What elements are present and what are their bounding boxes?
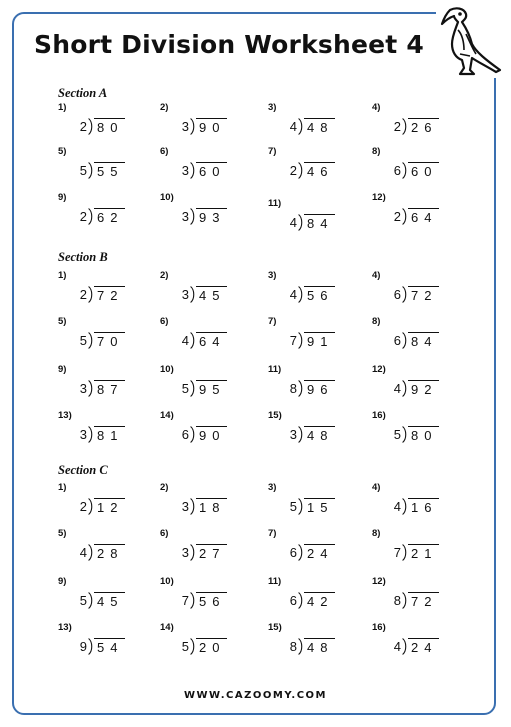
problem-number: 11) [268, 576, 282, 587]
division-problem [372, 528, 444, 568]
problem-number: 7) [268, 146, 277, 157]
division-bracket [402, 118, 407, 135]
division-bracket [190, 592, 195, 609]
division-problem [268, 622, 340, 662]
division-expression [288, 590, 335, 610]
problem-number: 5) [58, 316, 67, 327]
problem-number: 9) [58, 192, 67, 203]
dividend: 28 [94, 544, 125, 561]
division-expression [78, 424, 125, 444]
division-bracket [298, 498, 303, 515]
dividend: 24 [408, 638, 439, 655]
division-expression [78, 542, 125, 562]
divisor: 3 [181, 118, 189, 134]
division-expression [78, 496, 125, 516]
division-problem [160, 146, 232, 186]
dividend: 90 [196, 426, 227, 443]
division-problem [160, 576, 232, 616]
division-bracket [298, 162, 303, 179]
division-expression [180, 496, 227, 516]
divisor: 3 [181, 162, 189, 178]
divisor: 4 [393, 638, 401, 654]
division-expression [288, 424, 335, 444]
division-bracket [298, 638, 303, 655]
problem-number: 5) [58, 146, 67, 157]
division-problem [268, 270, 340, 310]
division-bracket [298, 544, 303, 561]
dividend: 80 [94, 118, 125, 135]
division-problem [268, 364, 340, 404]
division-expression [180, 330, 227, 350]
division-problem [160, 316, 232, 356]
problem-number: 4) [372, 270, 381, 281]
divisor: 5 [289, 498, 297, 514]
divisor: 8 [289, 380, 297, 396]
divisor: 3 [79, 426, 87, 442]
division-expression [78, 160, 125, 180]
section-title: Section B [58, 250, 108, 264]
problem-number: 7) [268, 316, 277, 327]
division-problem [268, 198, 340, 238]
division-expression [392, 160, 439, 180]
problem-number: 10) [160, 576, 174, 587]
dividend: 70 [94, 332, 125, 349]
dividend: 55 [94, 162, 125, 179]
division-problem [58, 482, 130, 522]
divisor: 5 [181, 380, 189, 396]
problem-number: 16) [372, 410, 386, 421]
division-expression [180, 284, 227, 304]
dividend: 20 [196, 638, 227, 655]
divisor: 2 [393, 208, 401, 224]
problem-number: 5) [58, 528, 67, 539]
division-problem [58, 528, 130, 568]
dividend: 45 [94, 592, 125, 609]
divisor: 2 [79, 208, 87, 224]
dividend: 84 [304, 214, 335, 231]
division-problem [372, 270, 444, 310]
division-expression [392, 590, 439, 610]
division-problem [160, 270, 232, 310]
divisor: 7 [289, 332, 297, 348]
division-expression [392, 116, 439, 136]
problem-number: 8) [372, 316, 381, 327]
division-bracket [298, 592, 303, 609]
division-bracket [298, 118, 303, 135]
dividend: 96 [304, 380, 335, 397]
problem-number: 3) [268, 270, 277, 281]
divisor: 3 [181, 498, 189, 514]
division-problem [58, 102, 130, 142]
division-expression [180, 160, 227, 180]
division-expression [288, 636, 335, 656]
division-problem [160, 528, 232, 568]
dividend: 56 [304, 286, 335, 303]
division-problem [58, 410, 130, 450]
division-problem [58, 316, 130, 356]
division-problem [268, 576, 340, 616]
division-expression [180, 424, 227, 444]
problem-number: 2) [160, 102, 169, 113]
problem-number: 3) [268, 102, 277, 113]
dividend: 81 [94, 426, 125, 443]
dividend: 90 [196, 118, 227, 135]
dividend: 56 [196, 592, 227, 609]
division-expression [180, 542, 227, 562]
problem-number: 11) [268, 198, 282, 209]
problem-number: 6) [160, 528, 169, 539]
division-expression [392, 330, 439, 350]
division-bracket [88, 638, 93, 655]
division-expression [288, 284, 335, 304]
division-expression [392, 378, 439, 398]
division-expression [288, 496, 335, 516]
section-title: Section A [58, 86, 108, 100]
dividend: 48 [304, 118, 335, 135]
dividend: 80 [408, 426, 439, 443]
divisor: 6 [289, 544, 297, 560]
problem-number: 6) [160, 146, 169, 157]
division-problem [58, 146, 130, 186]
problem-number: 16) [372, 622, 386, 633]
division-problem [372, 482, 444, 522]
divisor: 5 [181, 638, 189, 654]
division-bracket [88, 208, 93, 225]
division-expression [288, 378, 335, 398]
division-problem [160, 482, 232, 522]
division-bracket [88, 332, 93, 349]
division-problem [268, 410, 340, 450]
division-expression [180, 590, 227, 610]
division-expression [392, 206, 439, 226]
problem-number: 11) [268, 364, 282, 375]
problem-number: 10) [160, 364, 174, 375]
dividend: 60 [196, 162, 227, 179]
division-bracket [402, 498, 407, 515]
divisor: 4 [79, 544, 87, 560]
divisor: 6 [393, 286, 401, 302]
divisor: 6 [393, 162, 401, 178]
dividend: 87 [94, 380, 125, 397]
problem-number: 4) [372, 102, 381, 113]
division-bracket [190, 544, 195, 561]
division-problem [372, 146, 444, 186]
divisor: 2 [79, 118, 87, 134]
division-problem [160, 410, 232, 450]
division-expression [78, 636, 125, 656]
dividend: 48 [304, 638, 335, 655]
dividend: 64 [408, 208, 439, 225]
problem-number: 14) [160, 410, 174, 421]
division-bracket [88, 162, 93, 179]
division-expression [392, 542, 439, 562]
dividend: 21 [408, 544, 439, 561]
divisor: 2 [79, 498, 87, 514]
dividend: 92 [408, 380, 439, 397]
problem-number: 3) [268, 482, 277, 493]
problem-number: 2) [160, 482, 169, 493]
division-bracket [402, 426, 407, 443]
division-problem [372, 192, 444, 232]
division-expression [180, 206, 227, 226]
dividend: 72 [408, 286, 439, 303]
division-bracket [402, 592, 407, 609]
divisor: 3 [181, 208, 189, 224]
dividend: 91 [304, 332, 335, 349]
divisor: 4 [289, 214, 297, 230]
dividend: 12 [94, 498, 125, 515]
division-expression [288, 212, 335, 232]
dividend: 84 [408, 332, 439, 349]
problem-number: 14) [160, 622, 174, 633]
dividend: 95 [196, 380, 227, 397]
dividend: 45 [196, 286, 227, 303]
problem-number: 1) [58, 102, 67, 113]
division-expression [78, 116, 125, 136]
division-bracket [88, 544, 93, 561]
division-bracket [402, 208, 407, 225]
division-bracket [190, 380, 195, 397]
problem-number: 12) [372, 364, 386, 375]
problem-number: 1) [58, 482, 67, 493]
dividend: 26 [408, 118, 439, 135]
division-bracket [298, 332, 303, 349]
division-expression [180, 378, 227, 398]
divisor: 6 [393, 332, 401, 348]
division-expression [180, 636, 227, 656]
dividend: 54 [94, 638, 125, 655]
division-problem [58, 622, 130, 662]
division-bracket [190, 332, 195, 349]
division-bracket [190, 498, 195, 515]
division-bracket [88, 118, 93, 135]
division-problem [268, 528, 340, 568]
divisor: 2 [393, 118, 401, 134]
divisor: 3 [289, 426, 297, 442]
problem-number: 15) [268, 622, 282, 633]
division-bracket [88, 592, 93, 609]
divisor: 3 [181, 286, 189, 302]
division-bracket [298, 380, 303, 397]
footer-url: WWW.CAZOOMY.COM [183, 690, 328, 701]
division-problem [372, 576, 444, 616]
dividend: 24 [304, 544, 335, 561]
division-expression [392, 424, 439, 444]
divisor: 9 [79, 638, 87, 654]
problem-number: 12) [372, 576, 386, 587]
division-bracket [190, 118, 195, 135]
problem-number: 8) [372, 528, 381, 539]
division-bracket [190, 638, 195, 655]
problem-number: 12) [372, 192, 386, 203]
divisor: 7 [181, 592, 189, 608]
division-bracket [402, 380, 407, 397]
divisor: 7 [393, 544, 401, 560]
dividend: 64 [196, 332, 227, 349]
division-expression [392, 284, 439, 304]
divisor: 2 [79, 286, 87, 302]
dividend: 72 [94, 286, 125, 303]
divisor: 4 [289, 286, 297, 302]
divisor: 5 [393, 426, 401, 442]
problem-number: 1) [58, 270, 67, 281]
ibis-bird-icon [436, 4, 506, 78]
page-title: Short Division Worksheet 4 [34, 30, 424, 59]
divisor: 5 [79, 332, 87, 348]
division-bracket [88, 380, 93, 397]
division-expression [392, 636, 439, 656]
problem-number: 9) [58, 576, 67, 587]
divisor: 4 [393, 498, 401, 514]
dividend: 15 [304, 498, 335, 515]
dividend: 72 [408, 592, 439, 609]
division-expression [78, 590, 125, 610]
dividend: 46 [304, 162, 335, 179]
division-bracket [190, 286, 195, 303]
problem-number: 7) [268, 528, 277, 539]
division-bracket [298, 426, 303, 443]
division-expression [288, 160, 335, 180]
divisor: 3 [79, 380, 87, 396]
dividend: 60 [408, 162, 439, 179]
division-expression [288, 116, 335, 136]
division-problem [372, 102, 444, 142]
problem-number: 6) [160, 316, 169, 327]
division-bracket [190, 426, 195, 443]
division-problem [268, 146, 340, 186]
division-problem [160, 102, 232, 142]
problem-number: 15) [268, 410, 282, 421]
division-expression [78, 330, 125, 350]
division-problem [268, 102, 340, 142]
division-expression [78, 284, 125, 304]
division-expression [288, 330, 335, 350]
division-problem [372, 622, 444, 662]
dividend: 18 [196, 498, 227, 515]
problem-number: 10) [160, 192, 174, 203]
problem-number: 13) [58, 622, 72, 633]
division-expression [288, 542, 335, 562]
division-bracket [88, 426, 93, 443]
division-problem [268, 316, 340, 356]
problem-number: 2) [160, 270, 169, 281]
division-problem [372, 316, 444, 356]
division-bracket [190, 162, 195, 179]
divisor: 4 [393, 380, 401, 396]
division-problem [58, 364, 130, 404]
section-title: Section C [58, 463, 108, 477]
division-bracket [402, 162, 407, 179]
divisor: 3 [181, 544, 189, 560]
division-bracket [298, 286, 303, 303]
divisor: 8 [289, 638, 297, 654]
dividend: 48 [304, 426, 335, 443]
division-expression [78, 378, 125, 398]
divisor: 5 [79, 592, 87, 608]
division-bracket [402, 638, 407, 655]
division-problem [268, 482, 340, 522]
dividend: 27 [196, 544, 227, 561]
division-expression [392, 496, 439, 516]
division-expression [78, 206, 125, 226]
division-problem [372, 364, 444, 404]
division-problem [58, 270, 130, 310]
dividend: 16 [408, 498, 439, 515]
problem-number: 13) [58, 410, 72, 421]
division-problem [372, 410, 444, 450]
division-problem [160, 364, 232, 404]
divisor: 6 [289, 592, 297, 608]
division-bracket [88, 498, 93, 515]
dividend: 42 [304, 592, 335, 609]
divisor: 6 [181, 426, 189, 442]
divisor: 2 [289, 162, 297, 178]
division-bracket [88, 286, 93, 303]
problem-number: 4) [372, 482, 381, 493]
problem-number: 9) [58, 364, 67, 375]
problem-number: 8) [372, 146, 381, 157]
division-bracket [402, 286, 407, 303]
division-problem [58, 576, 130, 616]
division-bracket [402, 544, 407, 561]
dividend: 93 [196, 208, 227, 225]
divisor: 4 [289, 118, 297, 134]
division-problem [160, 622, 232, 662]
division-bracket [190, 208, 195, 225]
divisor: 8 [393, 592, 401, 608]
division-expression [180, 116, 227, 136]
division-problem [58, 192, 130, 232]
division-bracket [402, 332, 407, 349]
division-problem [160, 192, 232, 232]
division-bracket [298, 214, 303, 231]
dividend: 62 [94, 208, 125, 225]
divisor: 4 [181, 332, 189, 348]
divisor: 5 [79, 162, 87, 178]
